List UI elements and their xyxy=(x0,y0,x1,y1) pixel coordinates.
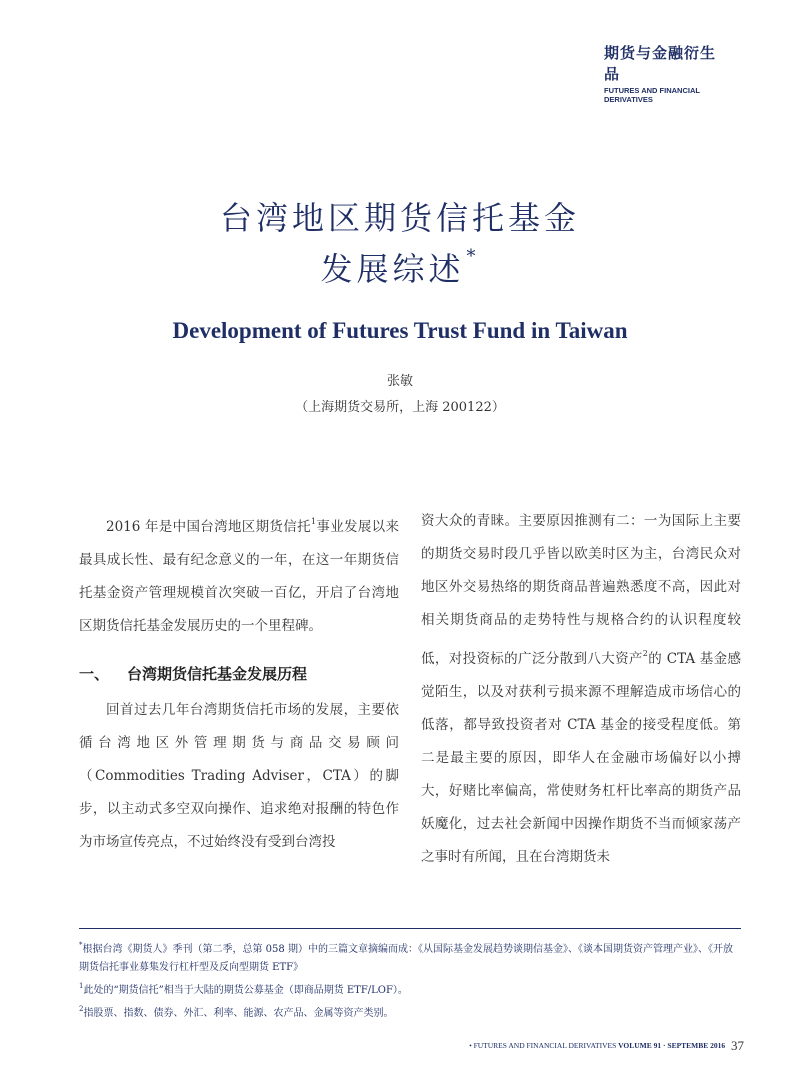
author-name: 张敏 xyxy=(386,374,413,389)
body-paragraph-1 xyxy=(79,505,399,643)
footnote-1-text: 此处的“期货信托”相当于大陆的期货公募基金（即商品期货 ETF/LOF）。 xyxy=(83,985,408,996)
footnote-2-mark: 2 xyxy=(79,1005,84,1013)
footer-volume: VOLUME 91 xyxy=(618,1041,662,1050)
footnote-2-text: 指股票、指数、债券、外汇、利率、能源、农产品、金属等资产类别。 xyxy=(83,1008,394,1019)
footnote-0 xyxy=(79,936,741,977)
footnote-0-text: 根据台湾《期货人》季刊（第二季，总第 058 期）中的三篇文章摘编而成：《从国际基金发展趋势谈期信基金》、《谈本国期货资产管理产业》、《开放期货信托事业募集发行杠杆型及反向型期货 ETF》 xyxy=(79,944,733,973)
section-heading-number: 一、 xyxy=(79,665,110,683)
footer-issue: · SEPTEMBE 2016 xyxy=(663,1041,726,1050)
body-paragraph-3 xyxy=(421,505,741,874)
footnote-0-mark: * xyxy=(79,941,83,949)
paragraph-3-text-a: 资大众的青睐。主要原因推测有二：一为国际上主要的期货交易时段几乎皆以欧美时区为主，台湾民众对地区外交易热络的期货商品普遍熟悉度不高，因此对相关期货商品的走势特性与规格合约的认识程度较低，对投资标的广泛分散到八大资产 xyxy=(421,513,741,667)
paragraph-3-text-b: 的 CTA 基金感觉陌生，以及对获利亏损来源不理解造成市场信心的低落，都导致投资者对 CTA 基金的接受程度低。第二是最主要的原因，即华人在金融市场偏好以小搏大，好赌比率偏高，常使财务杠杆比率高的期货产品妖魔化，过去社会新闻中因操作期货不当而倾家荡产之事时有所闻，且在台湾期货未 xyxy=(421,651,741,865)
author-affiliation: （上海期货交易所，上海 200122） xyxy=(295,400,505,415)
page-number: 37 xyxy=(731,1038,744,1053)
footnote-ref-2: 2 xyxy=(642,649,648,658)
section-heading-text: 台湾期货信托基金发展历程 xyxy=(127,665,308,683)
footnote-divider xyxy=(79,928,741,929)
footnote-1-mark: 1 xyxy=(79,982,84,990)
journal-brand-cn: 期货与金融衍生品 xyxy=(604,44,717,83)
journal-brand-en-line1: FUTURES AND FINANCIAL xyxy=(604,86,700,95)
body-column-right xyxy=(421,505,741,874)
article-title-line2-text: 发展综述 xyxy=(320,250,465,288)
paragraph-1-text-a: 2016 年是中国台湾地区期货信托 xyxy=(106,519,311,535)
paragraph-1-text-b: 事业发展以来最具成长性、最有纪念意义的一年，在这一年期货信托基金资产管理规模首次突破一百亿，开启了台湾地区期货信托基金发展历史的一个里程碑。 xyxy=(79,519,400,634)
footer-journal: • FUTURES AND FINANCIAL DERIVATIVES xyxy=(469,1041,617,1050)
footnote-ref-1: 1 xyxy=(310,517,317,526)
footnote-2 xyxy=(79,1000,741,1023)
journal-brand-en-line2: DERIVATIVES xyxy=(604,95,653,104)
title-footnote-mark: * xyxy=(466,246,480,267)
body-paragraph-2: 回首过去几年台湾期货信托市场的发展，主要依循台湾地区外管理期货与商品交易顾问（Commodities Trading Adviser，CTA）的脚步，以主动式多空双向操作、追求绝对报酬的特色作为市场宣传亮点，不过始终没有受到台湾投 xyxy=(79,702,399,850)
footnote-1 xyxy=(79,977,741,1000)
footnotes xyxy=(79,936,741,1023)
article-title-line1: 台湾地区期货信托基金 xyxy=(219,199,580,237)
page-footer xyxy=(469,1038,744,1054)
journal-brand-en xyxy=(604,86,730,104)
section-heading-1 xyxy=(79,659,399,689)
article-title-en: Development of Futures Trust Fund in Taiwan xyxy=(172,318,628,343)
body-column-left xyxy=(79,505,399,859)
article-title-line2 xyxy=(0,244,800,290)
journal-brand xyxy=(604,42,730,104)
